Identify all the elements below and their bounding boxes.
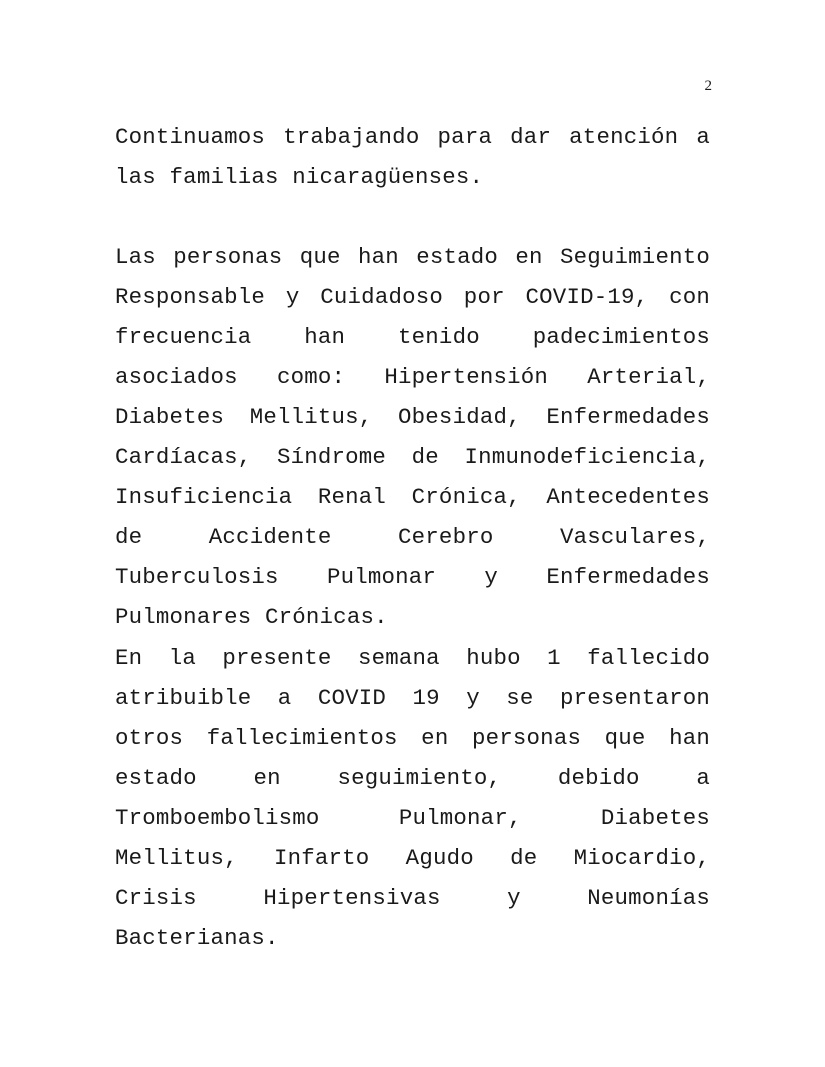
paragraph-padecimientos: Las personas que han estado en Seguimiento Responsable y Cuidadoso por COVID-19, con frecuencia han tenido padecimientos asociados como: Hipertensión Arterial, Diabetes Mellitus, Obesidad, Enfermedades Cardíacas, Síndrome de Inmunodeficiencia, Insuficiencia Renal Crónica, Antecedentes de Accidente Cerebro Vasculares, Tuberculosis Pulmonar y Enfermedades Pulmonares Crónicas. (115, 244, 710, 630)
paragraph-continuamos: Continuamos trabajando para dar atención a las familias nicaragüenses. (115, 124, 710, 190)
paragraph-fallecimientos: En la presente semana hubo 1 fallecido atribuible a COVID 19 y se presentaron otros fallecimientos en personas que han estado en seguimiento, debido a Tromboembolismo Pulmonar, Diabetes Mellitus, Infarto Agudo de Miocardio, Crisis Hipertensivas y Neumonías Bacterianas. (115, 645, 710, 951)
page-number: 2 (704, 78, 712, 94)
